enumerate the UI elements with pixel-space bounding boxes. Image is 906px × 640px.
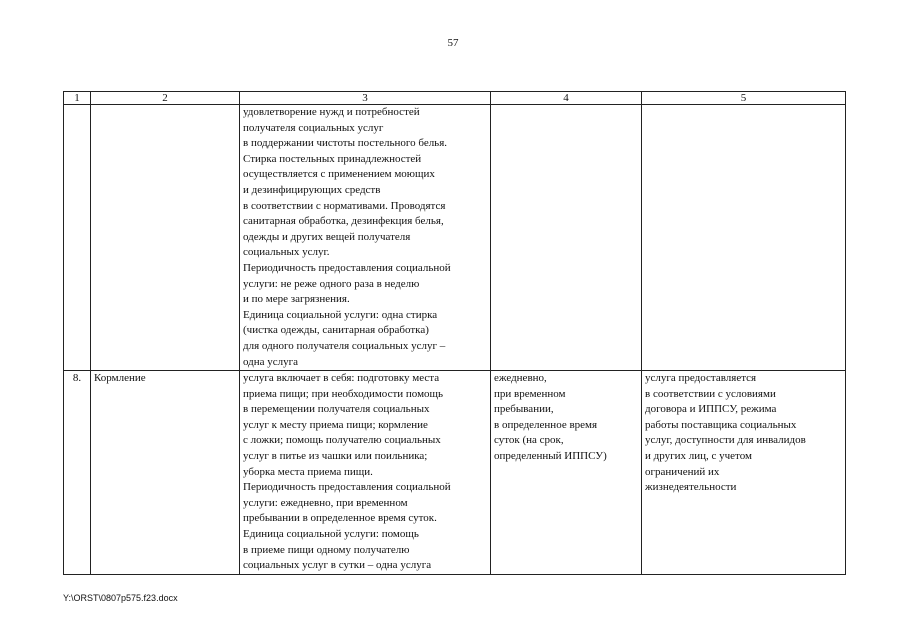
row-number bbox=[64, 105, 91, 371]
service-description bbox=[240, 371, 491, 575]
header-row bbox=[64, 92, 846, 105]
text-line: работы поставщика социальных bbox=[645, 418, 797, 431]
services-table bbox=[63, 91, 846, 575]
text-line: Единица социальной услуги: одна стирка bbox=[243, 308, 438, 321]
header-col-1: 1 bbox=[64, 92, 91, 105]
text-line: в перемещении получателя социальных bbox=[243, 403, 430, 416]
service-name: Кормление bbox=[91, 371, 240, 575]
text-line: пребывании в определенное время суток. bbox=[243, 512, 437, 525]
service-conditions bbox=[642, 105, 846, 371]
row-number: 8. bbox=[64, 371, 91, 575]
text-line: услуги: ежедневно, при временном bbox=[243, 496, 408, 509]
text-line: услуга включает в себя: подготовку места bbox=[243, 372, 440, 385]
text-line: жизнедеятельности bbox=[645, 481, 737, 494]
text-line: в приеме пищи одному получателю bbox=[243, 543, 410, 556]
header-col-3: 3 bbox=[240, 92, 491, 105]
header-col-5: 5 bbox=[642, 92, 846, 105]
file-path-footer: Y:\ORST\0807p575.f23.docx bbox=[63, 593, 178, 603]
text-line: санитарная обработка, дезинфекция белья, bbox=[243, 215, 444, 228]
text-line: договора и ИППСУ, режима bbox=[645, 403, 777, 416]
text-line: Периодичность предоставления социальной bbox=[243, 481, 451, 494]
table-row bbox=[64, 105, 846, 371]
text-line: Периодичность предоставления социальной bbox=[243, 261, 451, 274]
header-col-4: 4 bbox=[491, 92, 642, 105]
text-line: приема пищи; при необходимости помощь bbox=[243, 387, 444, 400]
text-line: получателя социальных услуг bbox=[243, 121, 384, 134]
text-line: суток (на срок, bbox=[494, 434, 564, 447]
text-line: в определенное время bbox=[494, 418, 598, 431]
service-description bbox=[240, 105, 491, 371]
text-line: услуги: не реже одного раза в неделю bbox=[243, 277, 420, 290]
text-line: уборка места приема пищи. bbox=[243, 465, 373, 478]
text-line: в соответствии с нормативами. Проводятся bbox=[243, 199, 446, 212]
text-line: ежедневно, bbox=[494, 372, 547, 385]
text-line: ограничений их bbox=[645, 465, 720, 478]
text-line: одна услуга bbox=[243, 355, 299, 368]
text-line: осуществляется с применением моющих bbox=[243, 168, 435, 181]
service-name bbox=[91, 105, 240, 371]
text-line: одежды и других вещей получателя bbox=[243, 230, 411, 243]
text-line: пребывании, bbox=[494, 403, 554, 416]
header-col-2: 2 bbox=[91, 92, 240, 105]
text-line: в поддержании чистоты постельного белья. bbox=[243, 137, 448, 150]
text-line: для одного получателя социальных услуг – bbox=[243, 339, 446, 352]
text-line: удовлетворение нужд и потребностей bbox=[243, 106, 420, 118]
text-line: услуг к месту приема пищи; кормление bbox=[243, 418, 428, 431]
text-line: в соответствии с условиями bbox=[645, 387, 776, 400]
text-line: определенный ИППСУ) bbox=[494, 450, 607, 463]
text-line: и по мере загрязнения. bbox=[243, 293, 350, 306]
text-line: услуг, доступности для инвалидов bbox=[645, 434, 806, 447]
text-line: Стирка постельных принадлежностей bbox=[243, 152, 422, 165]
text-line: Единица социальной услуги: помощь bbox=[243, 528, 419, 541]
text-line: (чистка одежды, санитарная обработка) bbox=[243, 324, 429, 337]
text-line: при временном bbox=[494, 387, 566, 400]
text-line: услуг в питье из чашки или поильника; bbox=[243, 450, 428, 463]
service-conditions bbox=[642, 371, 846, 575]
text-line: услуга предоставляется bbox=[645, 372, 757, 385]
table-row bbox=[64, 371, 846, 575]
text-line: и других лиц, с учетом bbox=[645, 450, 752, 463]
text-line: социальных услуг в сутки – одна услуга bbox=[243, 559, 432, 572]
text-line: и дезинфицирующих средств bbox=[243, 183, 381, 196]
text-line: с ложки; помощь получателю социальных bbox=[243, 434, 441, 447]
service-periodicity bbox=[491, 105, 642, 371]
text-line: социальных услуг. bbox=[243, 246, 330, 259]
service-periodicity bbox=[491, 371, 642, 575]
page-number: 57 bbox=[447, 37, 459, 49]
